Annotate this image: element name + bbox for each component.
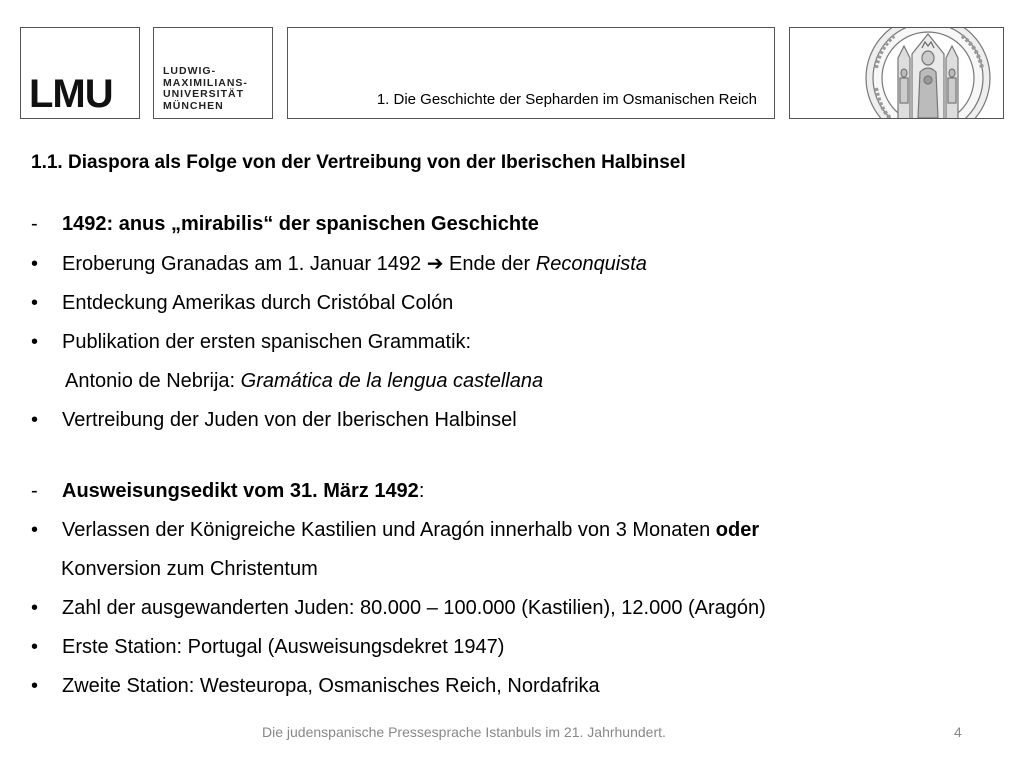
footer-text: Die judenspanische Pressesprache Istanbuls im 21. Jahrhundert.	[262, 724, 666, 740]
bullet-marker: •	[31, 409, 39, 431]
arrow-right-icon: ➔	[426, 253, 444, 275]
lmu-logo-box	[20, 27, 140, 119]
dash-marker: -	[31, 213, 38, 235]
header-title-box	[287, 27, 775, 119]
dash-marker: -	[31, 480, 38, 502]
seal-box	[789, 27, 1004, 119]
bullet-marker: •	[31, 331, 39, 353]
block2-title: Ausweisungsedikt vom 31. März 1492:	[62, 480, 425, 502]
header-title: 1. Die Geschichte der Sepharden im Osmanischen Reich	[376, 91, 757, 108]
bullet-marker: •	[31, 597, 39, 619]
bullet-marker: •	[31, 636, 39, 658]
bullet-marker: •	[31, 253, 39, 275]
bullet-marker: •	[31, 675, 39, 697]
section-heading: 1.1. Diaspora als Folge von der Vertreibung von der Iberischen Halbinsel	[31, 152, 686, 173]
page-number: 4	[954, 724, 962, 740]
block1-title: 1492: anus „mirabilis“ der spanischen Geschichte	[62, 213, 539, 235]
lmu-logo: LMU	[29, 72, 113, 116]
university-name-box	[153, 27, 273, 119]
bullet-marker: •	[31, 519, 39, 541]
university-seal-icon	[790, 28, 1004, 119]
bullet-marker: •	[31, 292, 39, 314]
university-name: LUDWIG- MAXIMILIANS- UNIVERSITÄT MÜNCHEN	[163, 65, 248, 112]
